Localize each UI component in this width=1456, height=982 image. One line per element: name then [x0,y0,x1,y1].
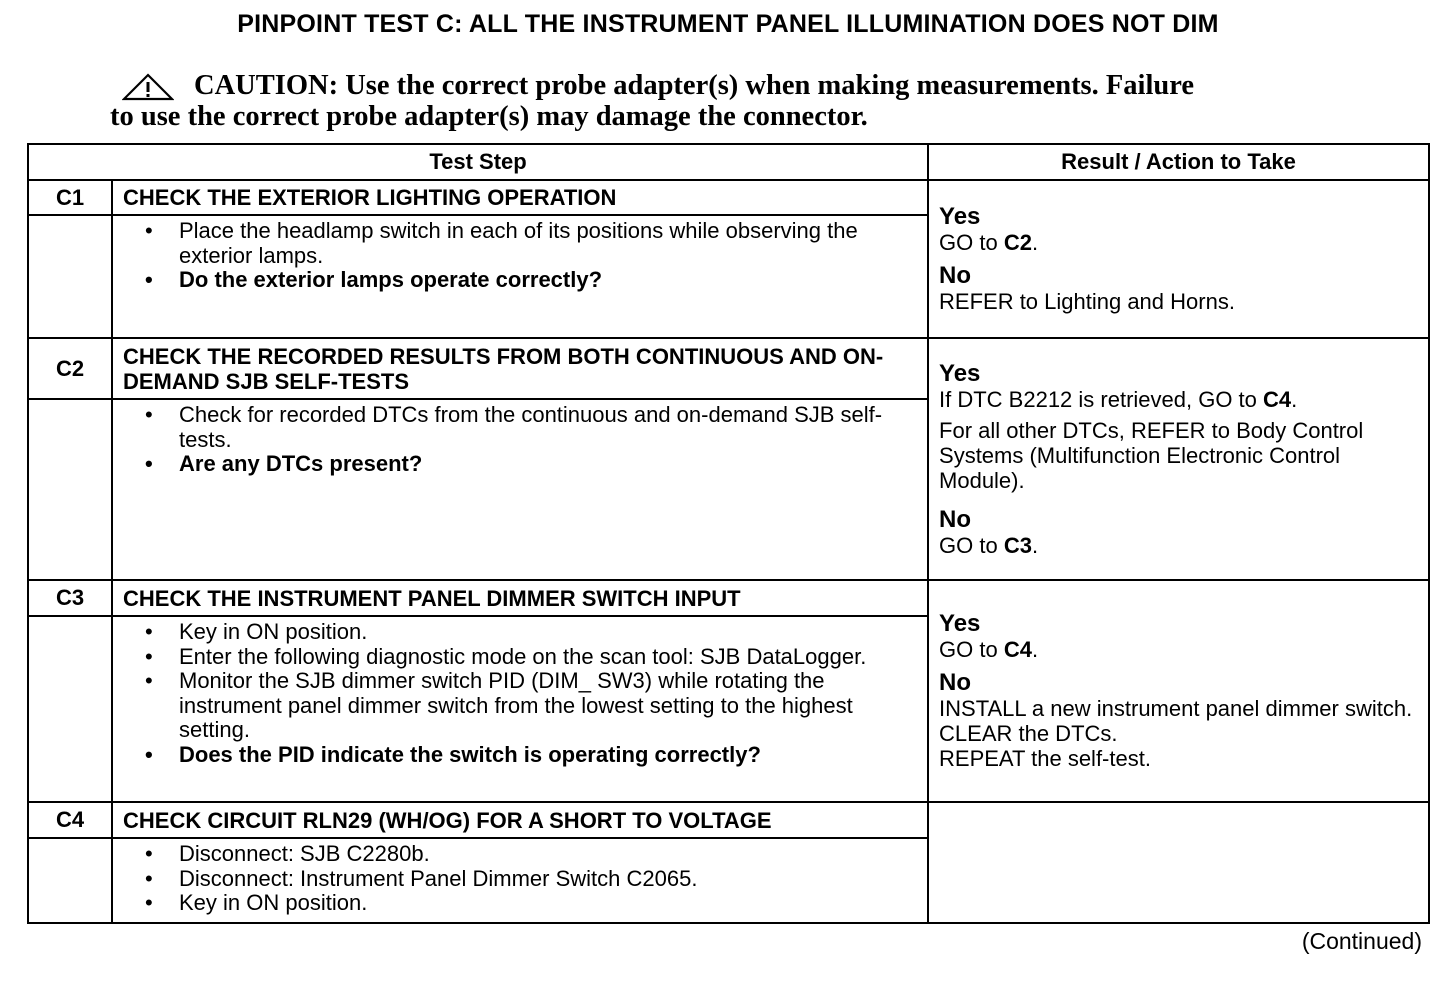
no-action: INSTALL a new instrument panel dimmer switch. CLEAR the DTCs. [939,696,1413,746]
step-id: C4 [28,802,112,838]
step-c1-actions [928,180,1429,338]
continued-note: (Continued) [1301,928,1422,954]
no-action-repeat: REPEAT the self-test. [939,746,1151,771]
step-heading: CHECK CIRCUIT RLN29 (WH/OG) FOR A SHORT TO VOLTAGE [112,802,928,838]
instruction-item: • Disconnect: Instrument Panel Dimmer Switch C2065. [145,867,917,892]
step-c1-instructions [112,215,928,338]
step-c4-actions [928,802,1429,923]
step-c4-instructions [112,838,928,923]
caution-line-1: CAUTION: Use the correct probe adapter(s) when making measurements. Failure [194,70,1195,101]
instruction-item: • Enter the following diagnostic mode on the scan tool: SJB DataLogger. [145,645,917,670]
step-c3-actions [928,580,1429,802]
instruction-item: • Key in ON position. [145,891,917,916]
header-test-step: Test Step [28,144,928,180]
step-c2-heading-row [28,338,1429,399]
step-id: C1 [28,180,112,215]
instruction-item: • Check for recorded DTCs from the continuous and on-demand SJB self-tests. [145,403,917,452]
step-c2-actions [928,338,1429,580]
question-item: • Do the exterior lamps operate correctly? [145,268,917,293]
step-id: C2 [28,338,112,399]
page-title: PINPOINT TEST C: ALL THE INSTRUMENT PANEL ILLUMINATION DOES NOT DIM [237,10,1219,38]
question-item: • Does the PID indicate the switch is operating correctly? [145,743,917,768]
step-c2-instructions [112,399,928,580]
step-ref-link[interactable]: C2 [1003,230,1032,255]
step-heading: CHECK THE INSTRUMENT PANEL DIMMER SWITCH INPUT [112,580,928,616]
instruction-item: • Place the headlamp switch in each of its positions while observing the exterior lamps. [145,219,917,268]
yes-label: Yes [939,203,981,230]
yes-action: If DTC B2212 is retrieved, GO to C4. [939,386,1298,412]
step-ref-link[interactable]: C4 [1263,386,1292,412]
caution-note [110,70,1410,132]
step-heading: CHECK THE EXTERIOR LIGHTING OPERATION [112,180,928,215]
instruction-item: • Key in ON position. [145,620,917,645]
header-result-action: Result / Action to Take [928,144,1429,180]
test-step-table [27,143,1430,924]
yes-action: GO to C4. [939,637,1039,662]
no-label: No [939,669,972,696]
step-ref-link[interactable]: C3 [1003,532,1032,558]
no-label: No [939,262,972,289]
step-c3-instructions [112,616,928,802]
no-action: REFER to Lighting and Horns. [939,289,1235,314]
caution-line-2: to use the correct probe adapter(s) may damage the connector. [110,101,868,132]
no-label: No [939,505,972,533]
step-c1-heading-row [28,180,1429,215]
yes-label: Yes [939,359,981,387]
step-c3-heading-row [28,580,1429,616]
step-c4-heading-row [28,802,1429,838]
yes-action: GO to C2. [939,230,1039,255]
warning-triangle-icon [122,73,174,101]
instruction-item: • Monitor the SJB dimmer switch PID (DIM_ SW3) while rotating the instrument panel dimmer switch from the lowest setting to the highest setting. [145,669,917,743]
step-heading: CHECK THE RECORDED RESULTS FROM BOTH CONTINUOUS AND ON-DEMAND SJB SELF-TESTS [112,338,928,399]
instruction-item: • Disconnect: SJB C2280b. [145,842,917,867]
no-action: GO to C3. [939,532,1039,558]
yes-label: Yes [939,610,981,637]
step-ref-link[interactable]: C4 [1003,637,1032,662]
yes-extra-action: For all other DTCs, REFER to Body Control Systems (Multifunction Electronic Control Module). [939,417,1364,493]
question-item: • Are any DTCs present? [145,452,917,477]
step-id: C3 [28,580,112,616]
